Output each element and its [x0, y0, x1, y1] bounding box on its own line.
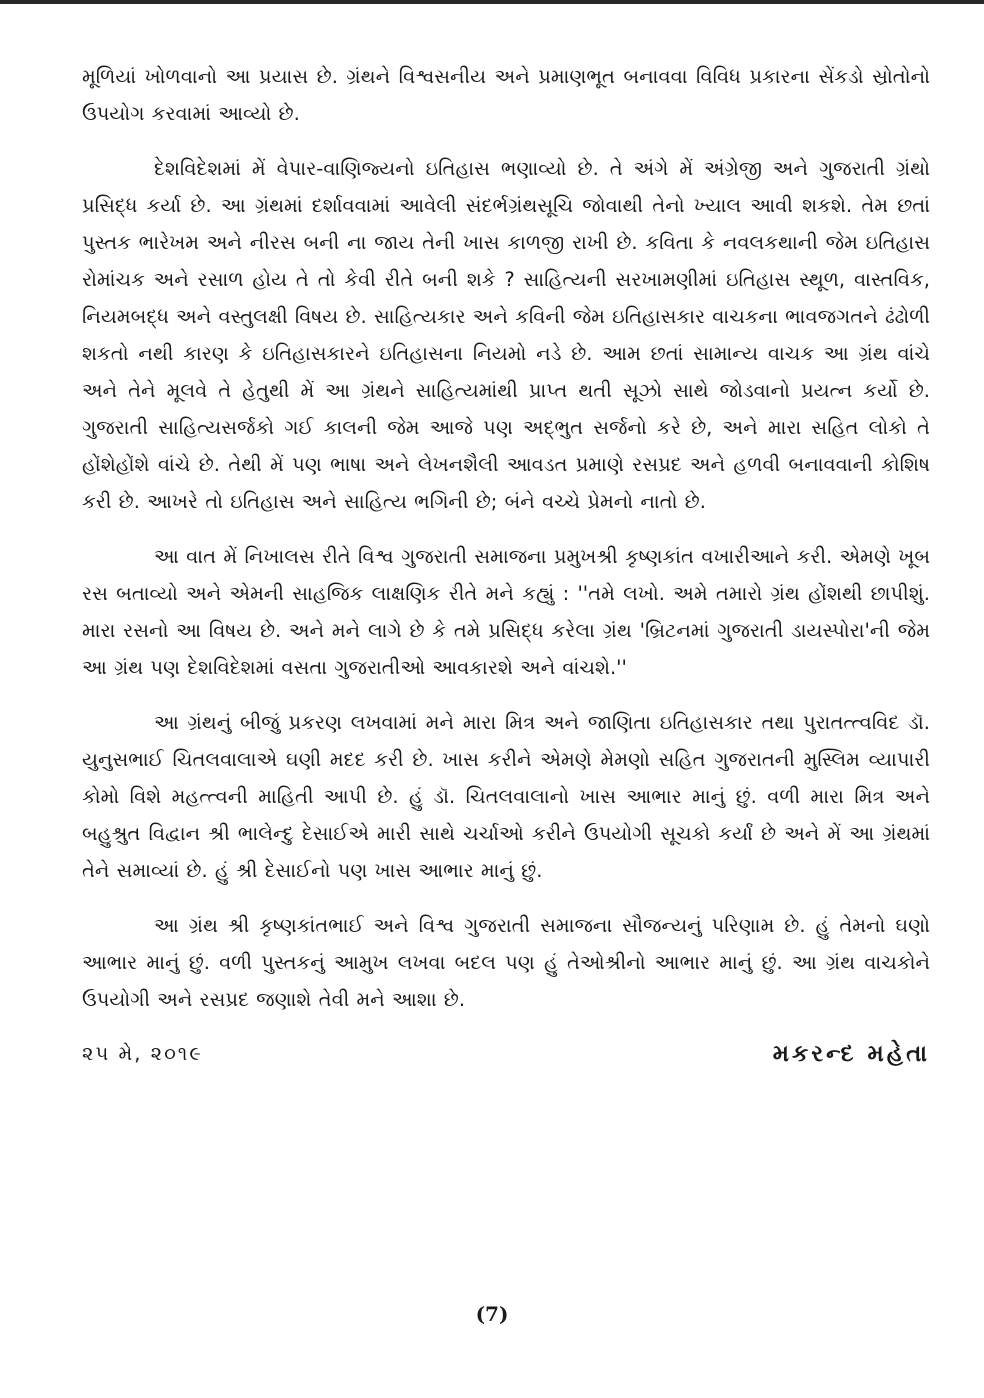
paragraph-5: આ ગ્રંથ શ્રી કૃષ્ણકાંતભાઈ અને વિશ્વ ગુજરાતી સમાજના સૌજન્યનું પરિણામ છે. હું તેમનો ઘણો આભાર માનું છું. વળી પુસ્તકનું આમુખ લખવા બદલ પણ હું તેઓશ્રીનો આભાર માનું છું. આ ગ્રંથ વાચકોને ઉપયોગી અને રસપ્રદ જણાશે તેવી મને આશા છે.: [82, 914, 930, 1011]
paragraph-1: મૂળિયાં ખોળવાનો આ પ્રયાસ છે. ગ્રંથને વિશ્વસનીય અને પ્રમાણભૂત બનાવવા વિવિધ પ્રકારના સેંકડો સ્રોતોનો ઉપયોગ કરવામાં આવ્યો છે.: [82, 65, 930, 125]
paragraph-3: આ વાત મેં નિખાલસ રીતે વિશ્વ ગુજરાતી સમાજના પ્રમુખશ્રી કૃષ્ણકાંત વખારીઆને કરી. એમણે ખૂબ રસ બતાવ્યો અને એમની સાહજિક લાક્ષણિક રીતે મને કહ્યું : ''તમે લખો. અમે તમારો ગ્રંથ હોંશથી છાપીશું. મારા રસનો આ વિષય છે. અને મને લાગે છે કે તમે પ્રસિદ્ધ કરેલા ગ્રંથ 'બ્રિટનમાં ગુજરાતી ડાયસ્પોરા'ની જેમ આ ગ્રંથ પણ દેશવિદેશમાં વસતા ગુજરાતીઓ આવકારશે અને વાંચશે.'': [82, 545, 930, 679]
paragraph-2: દેશવિદેશમાં મેં વેપાર-વાણિજ્યનો ઇતિહાસ ભણાવ્યો છે. તે અંગે મેં અંગ્રેજી અને ગુજરાતી ગ્રંથો પ્રસિદ્ધ કર્યા છે. આ ગ્રંથમાં દર્શાવવામાં આવેલી સંદર્ભગ્રંથસૂચિ જોવાથી તેનો ખ્યાલ આવી શકશે. તેમ છતાં પુસ્તક ભારેખમ અને નીરસ બની ના જાય તેની ખાસ કાળજી રાખી છે. કવિતા કે નવલકથાની જેમ ઇતિહાસ રોમાંચક અને રસાળ હોય તે તો કેવી રીતે બની શકે ? સાહિત્યની સરખામણીમાં ઇતિહાસ સ્થૂળ, વાસ્તવિક, નિયમબદ્ધ અને વસ્તુલક્ષી વિષય છે. સાહિત્યકાર અને કવિની જેમ ઇતિહાસકાર વાચકના ભાવજગતને ઢંઢોળી શકતો નથી કારણ કે ઇતિહાસકારને ઇતિહાસના નિયમો નડે છે. આમ છતાં સામાન્ય વાચક આ ગ્રંથ વાંચે અને તેને મૂલવે તે હેતુથી મેં આ ગ્રંથને સાહિત્યમાંથી પ્રાપ્ત થતી સૂઝો સાથે જોડવાનો પ્રયત્ન કર્યો છે. ગુજરાતી સાહિત્યસર્જકો ગઈ કાલની જેમ આજે પણ અદ્ભુત સર્જનો કરે છે, અને મારા સહિત લોકો તે હોંશેહોંશે વાંચે છે. તેથી મેં પણ ભાષા અને લેખનશૈલી આવડત પ્રમાણે રસપ્રદ અને હળવી બનાવવાની કોશિષ કરી છે. આખરે તો ઇતિહાસ અને સાહિત્ય ભગિની છે; બંને વચ્ચે પ્રેમનો નાતો છે.: [82, 157, 930, 513]
page-body: [82, 58, 930, 1036]
signature-row: [82, 1036, 930, 1076]
author-signature: મકરન્દ મહેતા: [772, 1041, 930, 1067]
top-edge-rule: [0, 0, 984, 4]
date-line: ૨૫ મે, ૨૦૧૯: [82, 1042, 203, 1065]
page-number: (7): [475, 1302, 509, 1326]
paragraph-4: આ ગ્રંથનું બીજું પ્રકરણ લખવામાં મને મારા મિત્ર અને જાણિતા ઇતિહાસકાર તથા પુરાતત્ત્વવિદ ડૉ. યુનુસભાઈ ચિતલવાલાએ ઘણી મદદ કરી છે. ખાસ કરીને એમણે મેમણો સહિત ગુજરાતની મુસ્લિમ વ્યાપારી કોમો વિશે મહત્ત્વની માહિતી આપી છે. હું ડૉ. ચિતલવાલાનો ખાસ આભાર માનું છું. વળી મારા મિત્ર અને બહુશ્રુત વિદ્વાન શ્રી ભાલેન્દુ દેસાઈએ મારી સાથે ચર્ચાઓ કરીને ઉપયોગી સૂચકો કર્યાં છે અને મેં આ ગ્રંથમાં તેને સમાવ્યાં છે. હું શ્રી દેસાઈનો પણ ખાસ આભાર માનું છું.: [82, 711, 930, 882]
